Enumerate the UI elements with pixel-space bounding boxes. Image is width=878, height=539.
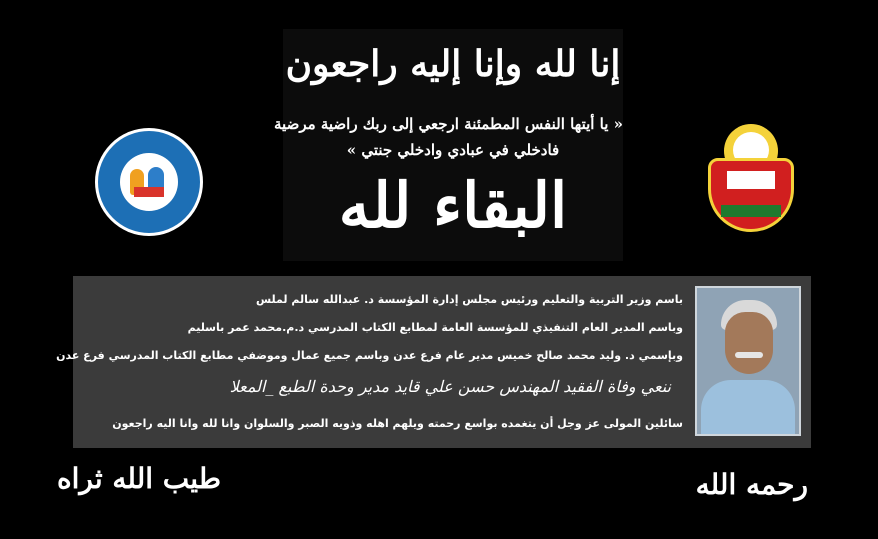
ministry-of-education-emblem-icon — [708, 124, 794, 234]
book-icon — [134, 187, 164, 197]
emblem-shield-icon — [708, 158, 794, 232]
photo-shirt — [701, 380, 795, 436]
emblem-band — [721, 205, 781, 217]
photo-face — [725, 312, 773, 374]
emblem-plate — [727, 171, 775, 189]
quran-verse-panel — [274, 29, 623, 261]
photo-moustache — [735, 352, 763, 358]
notice-line-5: سائلين المولى عز وجل أن يتغمده بواسع رحمته ويلهم اهله وذويه الصبر والسلوان وانا لله وانا اليه راجعون — [112, 417, 683, 430]
verse-line-1: « يا أيتها النفس المطمئنة ارجعي إلى ربك راضية مرضية — [274, 115, 623, 133]
baqaa-lillah-text: البقاء لله — [338, 169, 568, 242]
verse-main-text: إنا لله وإنا إليه راجعون — [285, 43, 621, 85]
logo-inner-circle — [120, 153, 178, 211]
deceased-photo — [695, 286, 801, 436]
calligraphy-tayyab-allah-thara: طيب الله ثراه — [56, 462, 221, 495]
notice-line-1: باسم وزير التربية والتعليم ورئيس مجلس إدارة المؤسسة د. عبدالله سالم لملس — [255, 293, 683, 306]
school-books-foundation-logo-icon — [95, 128, 203, 236]
calligraphy-rahimahu-allah: رحمه الله — [695, 468, 808, 501]
verse-line-2: فادخلي في عبادي وادخلي جنتي » — [346, 141, 560, 159]
notice-obituary-line: ننعي وفاة الفقيد المهندس حسن علي قايد مدير وحدة الطبع _المعلا — [229, 377, 671, 396]
notice-line-2: وباسم المدير العام التنفيذي للمؤسسة العامة لمطابع الكتاب المدرسي د.م.محمد عمر باسليم — [187, 321, 683, 334]
condolence-notice-panel — [56, 276, 811, 448]
notice-line-3: وبإسمي د. وليد محمد صالح خميس مدير عام فرع عدن وباسم جميع عمال وموضفي مطابع الكتاب المدرسي فرع عدن — [56, 349, 683, 362]
